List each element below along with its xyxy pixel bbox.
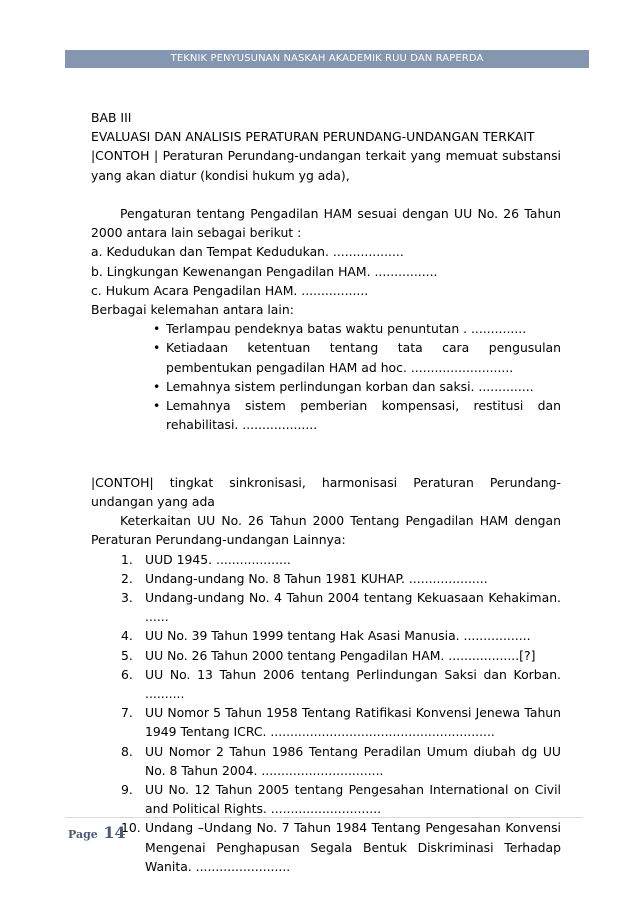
list-item — [91, 703, 561, 741]
page-content — [91, 108, 561, 876]
running-header-title: TEKNIK PENYUSUNAN NASKAH AKADEMIK RUU DAN RAPERDA — [170, 53, 484, 64]
item-text: Undang-undang No. 8 Tahun 1981 KUHAP. .................... — [145, 570, 488, 586]
item-text: UU No. 12 Tahun 2005 tentang Pengesahan International on Civil and Political Rights. ............................ — [145, 782, 561, 817]
list-item — [91, 338, 561, 376]
chapter-title: EVALUASI DAN ANALISIS PERATURAN PERUNDANG-UNDANGAN TERKAIT — [91, 129, 535, 145]
bullet-text: Lemahnya sistem perlindungan korban dan saksi. .............. — [166, 378, 534, 394]
bullet-icon: • — [153, 321, 161, 337]
item-number: 2. — [121, 570, 133, 586]
list-item — [91, 646, 561, 665]
item-number: 7. — [121, 705, 133, 721]
item-text: UU No. 26 Tahun 2000 tentang Pengadilan HAM. ..................[?] — [145, 647, 536, 663]
bullet-text: Lemahnya sistem pemberian kompensasi, restitusi dan rehabilitasi. ................... — [166, 398, 561, 433]
list-item-a: a. Kedudukan dan Tempat Kedudukan. .................. — [91, 244, 404, 260]
paragraph-1: Pengaturan tentang Pengadilan HAM sesuai dengan UU No. 26 Tahun 2000 antara lain sebagai berikut : — [91, 206, 561, 241]
item-number: 3. — [121, 590, 133, 606]
list-item — [91, 626, 561, 645]
bullet-icon: • — [153, 378, 161, 394]
list-item — [91, 550, 561, 569]
running-header — [65, 50, 589, 68]
item-text: UU No. 39 Tahun 1999 tentang Hak Asasi Manusia. ................. — [145, 628, 531, 644]
bullet-text: Terlampau pendeknya batas waktu penuntutan . .............. — [166, 321, 527, 337]
page-number: 14 — [103, 823, 126, 842]
list-item — [91, 319, 561, 338]
item-number: 10. — [121, 820, 141, 836]
item-number: 9. — [121, 782, 133, 798]
item-number: 6. — [121, 666, 133, 682]
list-item — [91, 780, 561, 818]
item-number: 4. — [121, 628, 133, 644]
regulation-list — [91, 550, 561, 876]
chapter-number: BAB III — [91, 110, 132, 125]
list-item — [91, 818, 561, 876]
contoh-paragraph: |CONTOH| tingkat sinkronisasi, harmonisasi Peraturan Perundang-undangan yang ada — [91, 474, 561, 510]
list-item — [91, 665, 561, 703]
item-text: Undang –Undang No. 7 Tahun 1984 Tentang Pengesahan Konvensi Mengenai Penghapusan Segala Bentuk Diskriminasi Terhadap Wanita. ........................ — [145, 820, 561, 874]
item-number: 8. — [121, 743, 133, 759]
item-text: Undang-undang No. 4 Tahun 2004 tentang Kekuasaan Kehakiman. ...... — [145, 590, 561, 625]
bullet-icon: • — [153, 340, 161, 356]
list-item — [91, 377, 561, 396]
page-footer — [68, 823, 126, 842]
item-text: UUD 1945. ................... — [145, 551, 291, 567]
weakness-list — [91, 319, 561, 434]
item-text: UU Nomor 2 Tahun 1986 Tentang Peradilan Umum diubah dg UU No. 8 Tahun 2004. ............................... — [145, 743, 561, 778]
weakness-intro: Berbagai kelemahan antara lain: — [91, 302, 294, 318]
paragraph-2: Keterkaitan UU No. 26 Tahun 2000 Tentang Pengadilan HAM dengan Peraturan Perundang-undangan Lainnya: — [91, 513, 561, 548]
list-item-c: c. Hukum Acara Pengadilan HAM. ................. — [91, 282, 369, 298]
list-item — [91, 742, 561, 780]
item-text: UU Nomor 5 Tahun 1958 Tentang Ratifikasi Konvensi Jenewa Tahun 1949 Tentang ICRC. ......................................................... — [145, 705, 561, 740]
item-number: 1. — [121, 551, 133, 567]
intro-paragraph: |CONTOH | Peraturan Perundang-undangan terkait yang memuat substansi yang akan diatur (kondisi hukum yg ada), — [91, 148, 561, 183]
list-item — [91, 569, 561, 588]
page-label: Page — [68, 828, 98, 841]
item-number: 5. — [121, 647, 133, 663]
item-text: UU No. 13 Tahun 2006 tentang Perlindungan Saksi dan Korban. .......... — [145, 666, 561, 702]
list-item — [91, 588, 561, 626]
list-item-b: b. Lingkungan Kewenangan Pengadilan HAM. ................ — [91, 263, 438, 279]
footer-divider — [65, 817, 583, 818]
bullet-text: Ketiadaan ketentuan tentang tata cara pengusulan pembentukan pengadilan HAM ad hoc. .......................... — [166, 340, 561, 375]
bullet-icon: • — [153, 398, 161, 414]
list-item — [91, 396, 561, 434]
